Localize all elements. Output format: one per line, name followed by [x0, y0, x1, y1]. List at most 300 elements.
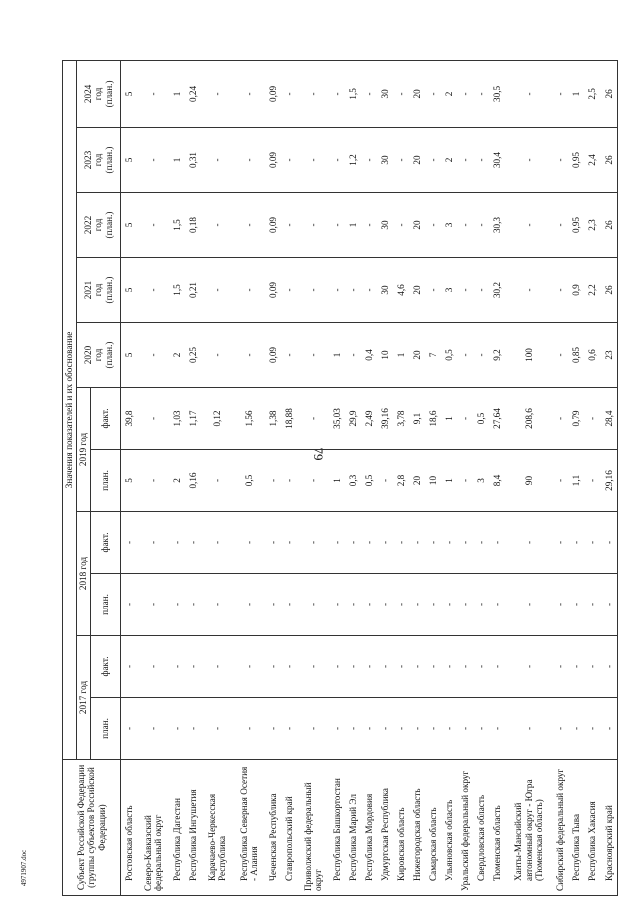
value-cell: -: [281, 128, 297, 193]
table-row: [425, 60, 441, 895]
subject-name-cell: Красноярский край: [600, 760, 617, 896]
value-cell: 0,5: [473, 388, 489, 450]
value-cell: -: [137, 193, 169, 258]
value-cell: -: [457, 512, 473, 574]
page-number: 79: [311, 447, 326, 461]
value-cell: -: [201, 636, 233, 698]
value-cell: 7: [425, 323, 441, 388]
value-cell: 29,9: [345, 388, 361, 450]
plan-year-header: 2024 год (план.): [77, 60, 121, 127]
value-cell: -: [201, 323, 233, 388]
value-cell: -: [345, 512, 361, 574]
value-cell: 0,09: [265, 258, 281, 323]
indicators-header: Значения показателей и их обоснование: [63, 60, 77, 759]
value-cell: 0,85: [569, 323, 585, 388]
value-cell: -: [473, 258, 489, 323]
value-cell: -: [457, 698, 473, 760]
value-cell: -: [233, 128, 265, 193]
value-cell: -: [425, 193, 441, 258]
value-cell: -: [281, 323, 297, 388]
value-cell: -: [473, 698, 489, 760]
value-cell: 2,4: [584, 128, 600, 193]
table-row: [329, 60, 345, 895]
value-cell: -: [457, 258, 473, 323]
value-cell: -: [569, 512, 585, 574]
value-cell: 30: [377, 258, 393, 323]
value-cell: -: [553, 388, 569, 450]
value-cell: -: [329, 60, 345, 127]
subject-name-cell: Уральский федеральный округ: [457, 760, 473, 896]
value-cell: 18,6: [425, 388, 441, 450]
value-cell: 26: [600, 128, 617, 193]
year-2018-header: 2018 год: [77, 512, 91, 636]
value-cell: 18,88: [281, 388, 297, 450]
value-cell: -: [265, 512, 281, 574]
value-cell: 5: [121, 193, 138, 258]
value-cell: 0,18: [185, 193, 201, 258]
value-cell: -: [137, 60, 169, 127]
table-row: [169, 60, 185, 895]
value-cell: 30: [377, 128, 393, 193]
value-cell: 26: [600, 193, 617, 258]
value-cell: 0,09: [265, 193, 281, 258]
subject-name-cell: Кировская область: [393, 760, 409, 896]
value-cell: -: [441, 512, 457, 574]
value-cell: -: [473, 193, 489, 258]
value-cell: -: [361, 60, 377, 127]
value-cell: -: [584, 636, 600, 698]
table-body: [121, 60, 618, 895]
value-cell: 0,16: [185, 450, 201, 512]
value-cell: 1,5: [169, 193, 185, 258]
value-cell: 20: [409, 258, 425, 323]
value-cell: 30,5: [489, 60, 505, 127]
table-row: [185, 60, 201, 895]
value-cell: -: [584, 698, 600, 760]
value-cell: -: [137, 512, 169, 574]
value-cell: -: [553, 258, 569, 323]
value-cell: 9,2: [489, 323, 505, 388]
value-cell: -: [265, 450, 281, 512]
value-cell: 27,64: [489, 388, 505, 450]
value-cell: 20: [409, 60, 425, 127]
value-cell: 20: [409, 323, 425, 388]
value-cell: -: [297, 450, 329, 512]
value-cell: -: [569, 698, 585, 760]
subject-name-cell: Чеченская Республика: [265, 760, 281, 896]
value-cell: -: [137, 574, 169, 636]
value-cell: -: [297, 60, 329, 127]
value-cell: 2: [169, 323, 185, 388]
value-cell: -: [201, 128, 233, 193]
value-cell: -: [169, 574, 185, 636]
value-cell: 1: [441, 388, 457, 450]
value-cell: 1: [345, 193, 361, 258]
value-cell: -: [281, 574, 297, 636]
value-cell: -: [281, 258, 297, 323]
value-cell: -: [361, 698, 377, 760]
value-cell: -: [393, 60, 409, 127]
value-cell: -: [329, 258, 345, 323]
value-cell: -: [233, 258, 265, 323]
subject-name-cell: Тюменская область: [489, 760, 505, 896]
subject-name-cell: Республика Марий Эл: [345, 760, 361, 896]
subject-name-cell: Самарская область: [425, 760, 441, 896]
value-cell: -: [281, 636, 297, 698]
fact-subheader: факт.: [91, 636, 121, 698]
value-cell: -: [441, 698, 457, 760]
value-cell: -: [345, 323, 361, 388]
value-cell: 1,56: [233, 388, 265, 450]
subject-name-cell: Ульяновская область: [441, 760, 457, 896]
fact-subheader: факт.: [91, 512, 121, 574]
value-cell: 0,09: [265, 60, 281, 127]
value-cell: -: [297, 636, 329, 698]
value-cell: 5: [121, 450, 138, 512]
value-cell: -: [233, 323, 265, 388]
value-cell: 39,8: [121, 388, 138, 450]
value-cell: 0,5: [441, 323, 457, 388]
value-cell: -: [505, 60, 553, 127]
value-cell: -: [185, 636, 201, 698]
value-cell: -: [457, 193, 473, 258]
value-cell: -: [505, 193, 553, 258]
value-cell: -: [329, 193, 345, 258]
table-row: [201, 60, 233, 895]
value-cell: -: [121, 698, 138, 760]
table-row: [505, 60, 553, 895]
value-cell: -: [425, 512, 441, 574]
value-cell: 30: [377, 193, 393, 258]
value-cell: -: [441, 636, 457, 698]
value-cell: 1,5: [169, 258, 185, 323]
value-cell: -: [233, 636, 265, 698]
value-cell: -: [201, 60, 233, 127]
value-cell: -: [201, 512, 233, 574]
value-cell: -: [233, 512, 265, 574]
value-cell: -: [505, 128, 553, 193]
value-cell: -: [600, 698, 617, 760]
value-cell: 29,16: [600, 450, 617, 512]
value-cell: 2,49: [361, 388, 377, 450]
value-cell: 0,09: [265, 128, 281, 193]
value-cell: 9,1: [409, 388, 425, 450]
value-cell: -: [297, 323, 329, 388]
value-cell: -: [553, 574, 569, 636]
value-cell: 3,78: [393, 388, 409, 450]
subject-name-cell: Ханты-Мансийский автономный округ - Югра (Тюменская область): [505, 760, 553, 896]
value-cell: 3: [441, 258, 457, 323]
value-cell: -: [377, 636, 393, 698]
value-cell: -: [377, 512, 393, 574]
subject-name-cell: Ростовская область: [121, 760, 138, 896]
value-cell: -: [473, 128, 489, 193]
subject-name-cell: Республика Северная Осетия - Алания: [233, 760, 265, 896]
value-cell: 20: [409, 128, 425, 193]
plan-year-header: 2020 год (план.): [77, 323, 121, 388]
value-cell: -: [489, 574, 505, 636]
value-cell: -: [345, 636, 361, 698]
value-cell: -: [441, 574, 457, 636]
value-cell: -: [329, 512, 345, 574]
value-cell: -: [329, 636, 345, 698]
value-cell: 1,5: [345, 60, 361, 127]
value-cell: -: [297, 698, 329, 760]
value-cell: -: [473, 323, 489, 388]
value-cell: -: [233, 574, 265, 636]
value-cell: -: [505, 698, 553, 760]
subject-column-header: Субъект Российской Федерации (группы субъектов Российской Федерации): [63, 760, 121, 896]
value-cell: -: [569, 636, 585, 698]
value-cell: -: [457, 128, 473, 193]
value-cell: -: [121, 512, 138, 574]
value-cell: -: [409, 574, 425, 636]
value-cell: -: [281, 450, 297, 512]
value-cell: -: [553, 636, 569, 698]
value-cell: 1,38: [265, 388, 281, 450]
value-cell: -: [425, 574, 441, 636]
value-cell: -: [457, 574, 473, 636]
subject-name-cell: Приволжский федеральный округ: [297, 760, 329, 896]
value-cell: -: [457, 450, 473, 512]
value-cell: -: [457, 323, 473, 388]
value-cell: 0,09: [265, 323, 281, 388]
value-cell: 0,95: [569, 128, 585, 193]
value-cell: 0,95: [569, 193, 585, 258]
value-cell: -: [169, 512, 185, 574]
value-cell: 28,4: [600, 388, 617, 450]
value-cell: -: [345, 258, 361, 323]
value-cell: 2,8: [393, 450, 409, 512]
table-row: [584, 60, 600, 895]
value-cell: -: [361, 258, 377, 323]
value-cell: 3: [441, 193, 457, 258]
value-cell: 2,2: [584, 258, 600, 323]
value-cell: -: [457, 60, 473, 127]
value-cell: -: [361, 512, 377, 574]
value-cell: 5: [121, 258, 138, 323]
value-cell: 5: [121, 60, 138, 127]
value-cell: -: [473, 512, 489, 574]
subject-name-cell: Свердловская область: [473, 760, 489, 896]
value-cell: 0,12: [201, 388, 233, 450]
value-cell: -: [329, 698, 345, 760]
subject-name-cell: Северо-Кавказский федеральный округ: [137, 760, 169, 896]
value-cell: 26: [600, 60, 617, 127]
value-cell: -: [409, 512, 425, 574]
subject-name-cell: Республика Тыва: [569, 760, 585, 896]
value-cell: -: [505, 636, 553, 698]
value-cell: 5: [121, 128, 138, 193]
value-cell: -: [281, 193, 297, 258]
value-cell: -: [185, 512, 201, 574]
value-cell: -: [297, 574, 329, 636]
value-cell: 2,5: [584, 60, 600, 127]
value-cell: -: [473, 60, 489, 127]
plan-subheader: план.: [91, 574, 121, 636]
table-row: [297, 60, 329, 895]
value-cell: 0,6: [584, 323, 600, 388]
table-row: [361, 60, 377, 895]
year-2017-header: 2017 год: [77, 636, 91, 760]
value-cell: -: [505, 512, 553, 574]
table-row: [600, 60, 617, 895]
value-cell: -: [281, 512, 297, 574]
value-cell: 0,79: [569, 388, 585, 450]
year-2019-header: 2019 год: [77, 388, 91, 512]
plan-year-header: 2022 год (план.): [77, 193, 121, 258]
value-cell: -: [201, 450, 233, 512]
value-cell: -: [265, 636, 281, 698]
subject-name-cell: Республика Хакасия: [584, 760, 600, 896]
value-cell: -: [569, 574, 585, 636]
value-cell: 90: [505, 450, 553, 512]
subject-name-cell: Республика Дагестан: [169, 760, 185, 896]
value-cell: -: [137, 258, 169, 323]
table-row: [265, 60, 281, 895]
plan-year-header: 2021 год (план.): [77, 258, 121, 323]
value-cell: -: [425, 636, 441, 698]
value-cell: 2,3: [584, 193, 600, 258]
value-cell: -: [345, 574, 361, 636]
value-cell: 1: [329, 450, 345, 512]
value-cell: -: [361, 636, 377, 698]
value-cell: -: [393, 698, 409, 760]
value-cell: -: [185, 574, 201, 636]
subject-name-cell: Нижегородская область: [409, 760, 425, 896]
table-row: [457, 60, 473, 895]
subject-name-cell: Ставропольский край: [281, 760, 297, 896]
value-cell: 0,21: [185, 258, 201, 323]
value-cell: -: [169, 636, 185, 698]
value-cell: -: [137, 128, 169, 193]
value-cell: 1: [329, 323, 345, 388]
subject-name-cell: Республика Башкортостан: [329, 760, 345, 896]
value-cell: -: [393, 193, 409, 258]
value-cell: -: [553, 512, 569, 574]
value-cell: -: [137, 323, 169, 388]
value-cell: 208,6: [505, 388, 553, 450]
table-row: [233, 60, 265, 895]
value-cell: 1,1: [569, 450, 585, 512]
value-cell: 2: [441, 60, 457, 127]
value-cell: -: [584, 450, 600, 512]
table-row: [441, 60, 457, 895]
value-cell: -: [553, 128, 569, 193]
value-cell: 10: [377, 323, 393, 388]
value-cell: 1: [169, 60, 185, 127]
value-cell: -: [201, 193, 233, 258]
value-cell: 39,16: [377, 388, 393, 450]
value-cell: -: [393, 574, 409, 636]
value-cell: -: [584, 388, 600, 450]
value-cell: -: [505, 574, 553, 636]
value-cell: -: [121, 574, 138, 636]
document-code: 4971907.doc: [20, 849, 28, 887]
value-cell: -: [489, 698, 505, 760]
value-cell: -: [584, 574, 600, 636]
value-cell: 4,6: [393, 258, 409, 323]
value-cell: -: [201, 574, 233, 636]
value-cell: -: [393, 128, 409, 193]
value-cell: -: [425, 258, 441, 323]
value-cell: -: [425, 60, 441, 127]
value-cell: -: [297, 388, 329, 450]
value-cell: -: [201, 258, 233, 323]
value-cell: -: [409, 636, 425, 698]
value-cell: -: [425, 128, 441, 193]
value-cell: -: [553, 193, 569, 258]
value-cell: -: [457, 636, 473, 698]
value-cell: -: [600, 636, 617, 698]
table-row: [569, 60, 585, 895]
value-cell: -: [121, 636, 138, 698]
value-cell: -: [377, 698, 393, 760]
value-cell: -: [329, 128, 345, 193]
value-cell: 1: [441, 450, 457, 512]
subject-name-cell: Удмуртская Республика: [377, 760, 393, 896]
value-cell: -: [361, 193, 377, 258]
value-cell: 0,25: [185, 323, 201, 388]
value-cell: -: [137, 388, 169, 450]
value-cell: 30,4: [489, 128, 505, 193]
value-cell: -: [297, 128, 329, 193]
plan-subheader: план.: [91, 698, 121, 760]
table-row: [409, 60, 425, 895]
table-row: [393, 60, 409, 895]
subject-name-cell: Республика Мордовия: [361, 760, 377, 896]
value-cell: -: [233, 193, 265, 258]
indicators-table: [62, 60, 618, 896]
value-cell: 0,9: [569, 258, 585, 323]
value-cell: -: [169, 698, 185, 760]
table-row: [377, 60, 393, 895]
value-cell: -: [489, 512, 505, 574]
plan-subheader: план.: [91, 450, 121, 512]
table-row: [489, 60, 505, 895]
rotated-table-container: [62, 62, 618, 896]
value-cell: -: [201, 698, 233, 760]
plan-year-header: 2023 год (план.): [77, 128, 121, 193]
value-cell: 1: [393, 323, 409, 388]
value-cell: -: [361, 128, 377, 193]
table-row: [345, 60, 361, 895]
fact-subheader: факт.: [91, 388, 121, 450]
value-cell: -: [553, 323, 569, 388]
value-cell: -: [393, 636, 409, 698]
value-cell: 23: [600, 323, 617, 388]
value-cell: -: [600, 574, 617, 636]
value-cell: 0,31: [185, 128, 201, 193]
value-cell: -: [553, 698, 569, 760]
value-cell: 3: [473, 450, 489, 512]
value-cell: -: [329, 574, 345, 636]
value-cell: 0,5: [233, 450, 265, 512]
value-cell: -: [345, 698, 361, 760]
value-cell: 1: [569, 60, 585, 127]
value-cell: -: [553, 450, 569, 512]
value-cell: -: [137, 698, 169, 760]
value-cell: -: [265, 698, 281, 760]
value-cell: -: [393, 512, 409, 574]
value-cell: 2: [169, 450, 185, 512]
value-cell: 26: [600, 258, 617, 323]
value-cell: 1,2: [345, 128, 361, 193]
value-cell: 30,3: [489, 193, 505, 258]
value-cell: -: [297, 258, 329, 323]
value-cell: -: [233, 60, 265, 127]
value-cell: -: [377, 574, 393, 636]
